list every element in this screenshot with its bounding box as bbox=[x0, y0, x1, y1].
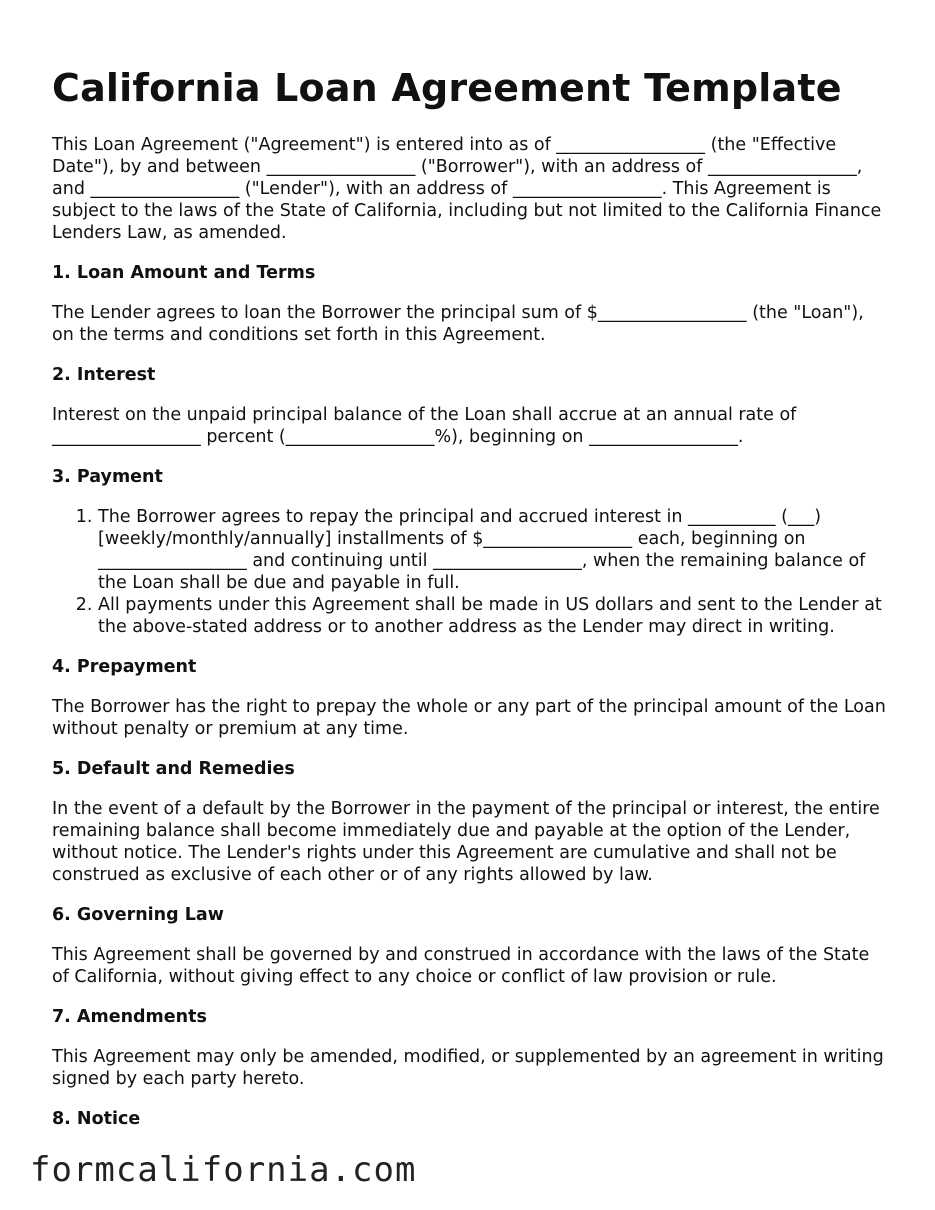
section-body-loan-amount: The Lender agrees to loan the Borrower the principal sum of $_________________ (the "Loan"), on the terms and conditions set forth in this Agreement. bbox=[52, 303, 864, 345]
section-body-default: In the event of a default by the Borrower in the payment of the principal or interest, the entire remaining balance shall become immediately due and payable at the option of the Lender, without notice. The Lender's rights under this Agreement are cumulative and shall not be construed as exclusive of each other or of any rights allowed by law. bbox=[52, 799, 880, 885]
section-heading-amendments: 7. Amendments bbox=[52, 1007, 207, 1027]
section-heading-payment: 3. Payment bbox=[52, 467, 163, 487]
section-heading-default: 5. Default and Remedies bbox=[52, 759, 295, 779]
footer-watermark: formcalifornia.com bbox=[30, 1150, 417, 1190]
payment-list-item: 2. All payments under this Agreement shall be made in US dollars and sent to the Lender at the above-stated address or to another address as the Lender may direct in writing. bbox=[98, 594, 887, 638]
page-title: California Loan Agreement Template bbox=[52, 66, 842, 110]
payment-list bbox=[52, 506, 887, 638]
section-heading-prepayment: 4. Prepayment bbox=[52, 657, 197, 677]
section-heading-notice: 8. Notice bbox=[52, 1109, 141, 1129]
section-body-prepayment: The Borrower has the right to prepay the whole or any part of the principal amount of the Loan without penalty or premium at any time. bbox=[52, 697, 886, 739]
section-body-interest: Interest on the unpaid principal balance of the Loan shall accrue at an annual rate of _________________ percent (_________________%), beginning on _________________. bbox=[52, 405, 797, 447]
section-body-governing-law: This Agreement shall be governed by and construed in accordance with the laws of the State of California, without giving effect to any choice or conflict of law provision or rule. bbox=[52, 945, 870, 987]
section-heading-governing-law: 6. Governing Law bbox=[52, 905, 224, 925]
section-heading-loan-amount: 1. Loan Amount and Terms bbox=[52, 263, 316, 283]
intro-paragraph: This Loan Agreement ("Agreement") is entered into as of _________________ (the "Effective Date"), by and between _________________ ("Borrower"), with an address of _________________, and _________________ ("Lender"), with an address of _________________. This Agreement is subject to the laws of the State of California, including but not limited to the California Finance Lenders Law, as amended. bbox=[52, 135, 882, 243]
document-page bbox=[52, 62, 887, 1148]
section-heading-interest: 2. Interest bbox=[52, 365, 156, 385]
payment-list-item: 1. The Borrower agrees to repay the principal and accrued interest in __________ (___) [weekly/monthly/annually] installments of $_________________ each, beginning on _________________ and continuing until _________________, when the remaining balance of the Loan shall be due and payable in full. bbox=[98, 506, 887, 594]
section-body-amendments: This Agreement may only be amended, modified, or supplemented by an agreement in writing signed by each party hereto. bbox=[52, 1047, 884, 1089]
